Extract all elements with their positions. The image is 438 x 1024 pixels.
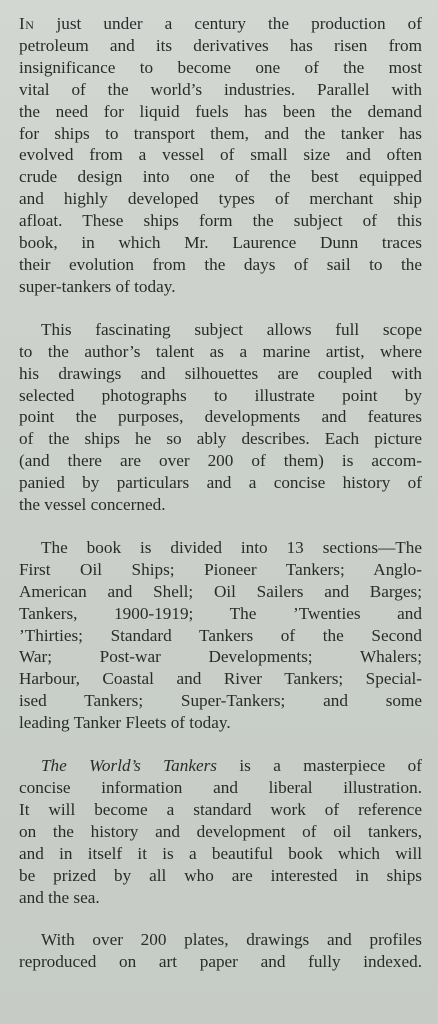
text-line: afloat. These ships form the subject of this — [19, 211, 422, 231]
text-line: leading Tanker Fleets of today. — [19, 713, 231, 733]
text-line: point the purposes, developments and features — [19, 407, 422, 427]
text-line: reproduced on art paper and fully indexed. — [19, 952, 422, 972]
sections-paragraph — [19, 537, 422, 734]
text-line: selected photographs to illustrate point by — [19, 385, 422, 405]
text-line: of the ships he so ably describes. Each picture — [19, 429, 422, 449]
text-line: War; Post-war Developments; Whalers; — [19, 647, 422, 667]
text-line: (and there are over 200 of them) is accom- — [19, 451, 422, 471]
text-line: The book is divided into 13 sections—The — [41, 537, 422, 557]
intro-paragraph — [19, 13, 422, 298]
text-line: his drawings and silhouettes are coupled with — [19, 363, 422, 383]
text-line: It will become a standard work of reference — [19, 799, 422, 819]
text-line: Harbour, Coastal and River Tankers; Special- — [19, 669, 422, 689]
text-line: The World’s Tankers is a masterpiece of — [41, 756, 422, 776]
text-line: crude design into one of the best equipped — [19, 167, 422, 187]
text-line: their evolution from the days of sail to the — [19, 254, 422, 274]
text-line: super-tankers of today. — [19, 276, 176, 296]
text-line: With over 200 plates, drawings and profiles — [41, 930, 422, 950]
text-line: to the author’s talent as a marine artist, where — [19, 341, 422, 361]
text-line: American and Shell; Oil Sailers and Barges; — [19, 581, 422, 601]
text-line: In just under a century the production of — [19, 14, 422, 33]
text-line: and in itself it is a beautiful book which will — [19, 843, 422, 863]
text-line: Tankers, 1900-1919; The ’Twenties and — [19, 603, 422, 623]
text-line: book, in which Mr. Laurence Dunn traces — [19, 233, 422, 253]
text-line: be prized by all who are interested in ships — [19, 865, 422, 885]
text-line: First Oil Ships; Pioneer Tankers; Anglo- — [19, 559, 422, 579]
text-line: This fascinating subject allows full scope — [41, 319, 422, 339]
text-line: and highly developed types of merchant ship — [19, 189, 422, 209]
text-line: on the history and development of oil tankers, — [19, 821, 422, 841]
text-line: insignificance to become one of the most — [19, 57, 422, 77]
drop-lead-in: In — [19, 14, 35, 33]
text-line: panied by particulars and a concise history of — [19, 473, 422, 493]
text-line: the need for liquid fuels has been the demand — [19, 101, 422, 121]
text-line: vital of the world’s industries. Parallel with — [19, 79, 422, 99]
plates-paragraph — [19, 929, 422, 973]
text-line: petroleum and its derivatives has risen from — [19, 35, 422, 55]
masterpiece-paragraph — [19, 755, 422, 908]
text-line: ised Tankers; Super-Tankers; and some — [19, 691, 422, 711]
text-line: ’Thirties; Standard Tankers of the Second — [19, 625, 422, 645]
text-line: and the sea. — [19, 887, 100, 907]
artist-paragraph — [19, 319, 422, 516]
book-title: The World’s Tankers — [41, 756, 217, 776]
text-line: for ships to transport them, and the tanker has — [19, 123, 422, 143]
text-line: the vessel concerned. — [19, 495, 166, 515]
text-line: concise information and liberal illustration. — [19, 778, 422, 797]
text-line: evolved from a vessel of small size and often — [19, 145, 422, 165]
